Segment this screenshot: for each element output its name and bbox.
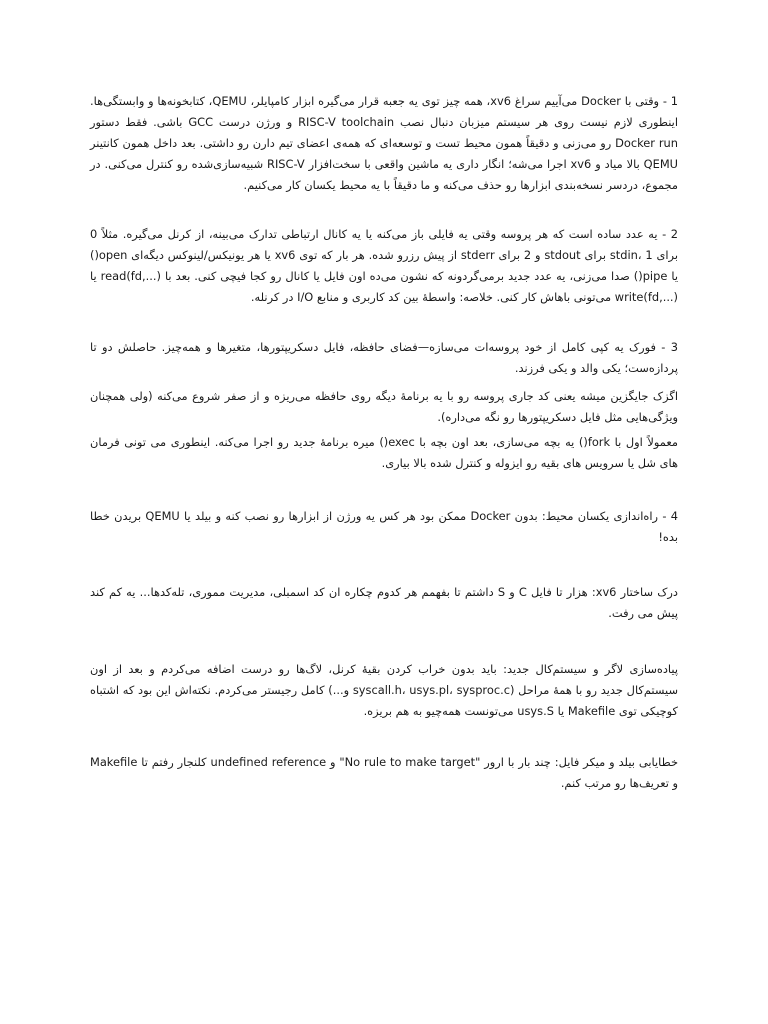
paragraph-exec: اگزک جایگزین میشه یعنی کد جاری پروسه رو با یه برنامهٔ دیگه روی حافظه می‌ریزه و از صفر شروع می‌کنه (ولی همچنان ویژگی‌هایی مثل فایل دسکریپتورها رو نگه می‌داره). <box>90 389 678 424</box>
paragraph-fork: 3 - فورک یه کپی کامل از خود پروسه‌ات می‌سازه—فضای حافظه، فایل دسکریپتورها، متغیرها و همه‌چیز. حاصلش دو تا پردازه‌ست؛ یکی والد و یکی فرزند. <box>90 340 678 375</box>
paragraph-docker-xv6: 1 - وقتی با Docker می‌آییم سراغ xv6، همه چیز توی یه جعبه قرار می‌گیره ابزار کامپایلر، QEMU، کتابخونه‌ها و وابستگی‌ها. اینطوری لازم نیست روی هر سیستم میزبان دنبال نصب RISC-V toolchain و ورژن درست GCC باشی. فقط دستور Docker run رو می‌زنی و دقیقاً همون محیط تست و توسعه‌ای که همه‌ی اعضای تیم دارن رو داشتی. بعد داخل همون کانتینر QEMU بالا میاد و xv6 اجرا می‌شه؛ انگار داری یه ماشین واقعی با سخت‌افزار RISC-V شبیه‌سازی‌شده رو کنترل می‌کنی. در مجموع، دردسر نسخه‌بندی ابزارها رو حذف می‌کنه و ما دقیقاً با یه محیط یکسان کار می‌کنیم. <box>90 94 679 192</box>
paragraph-fork-exec: معمولاً اول با fork() یه بچه می‌سازی، بعد اون بچه با exec() میره برنامهٔ جدید رو اجرا می‌کنه. اینطوری می تونی فرمان های شل یا سرویس های بقیه رو ایزوله و کنترل شده بالا بیاری. <box>90 435 678 470</box>
paragraph-xv6-structure: درک ساختار xv6: هزار تا فایل C و S داشتم تا بفهمم هر کدوم چکاره ان کد اسمبلی، مدیریت مموری، تله‌کدها... یه کم کند پیش می رفت. <box>90 585 678 620</box>
paragraph-makefile-debug: خطایابی بیلد و میکر فایل: چند بار با ارور "No rule to make target" و undefined reference کلنجار رفتم تا Makefile و تعریف‌ها رو مرتب کنم. <box>90 755 678 790</box>
paragraph-logger-syscall: پیاده‌سازی لاگر و سیستم‌کال جدید: باید بدون خراب کردن بقیهٔ کرنل، لاگ‌ها رو درست اضافه می‌کردم و بعد از اون سیستم‌کال جدید رو با همهٔ مراحل (syscall.h، usys.pl، sysproc.c و...) کامل رجیستر می‌کردم. نکته‌اش این بود که اشتباه کوچیکی توی Makefile یا usys.S می‌تونست همه‌چیو به هم بریزه. <box>90 662 678 718</box>
paragraph-file-descriptor: 2 - یه عدد ساده است که هر پروسه وقتی یه فایلی باز می‌کنه یا یه کانال ارتباطی تدارک می‌بینه، از کرنل می‌گیره. مثلاً 0 برای stdin، 1 برای stdout و 2 برای stderr از پیش رزرو شده. هر بار که توی xv6 یا هر یونیکس/لینوکس دیگه‌ای open() یا pipe() صدا می‌زنی، یه عدد جدید برمی‌گردونه که نشون می‌ده اون فایل یا کانال رو کجا فیچی کنی. بعد با read(fd,...) یا write(fd,...) می‌تونی باهاش کار کنی. خلاصه: واسطهٔ بین کد کاربری و منابع I/O در کرنله. <box>90 227 678 304</box>
paragraph-environment: 4 - راه‌اندازی یکسان محیط: بدون Docker ممکن بود هر کس یه ورژن از ابزارها رو نصب کنه و بیلد یا QEMU بریدن خطا بده! <box>90 509 678 544</box>
